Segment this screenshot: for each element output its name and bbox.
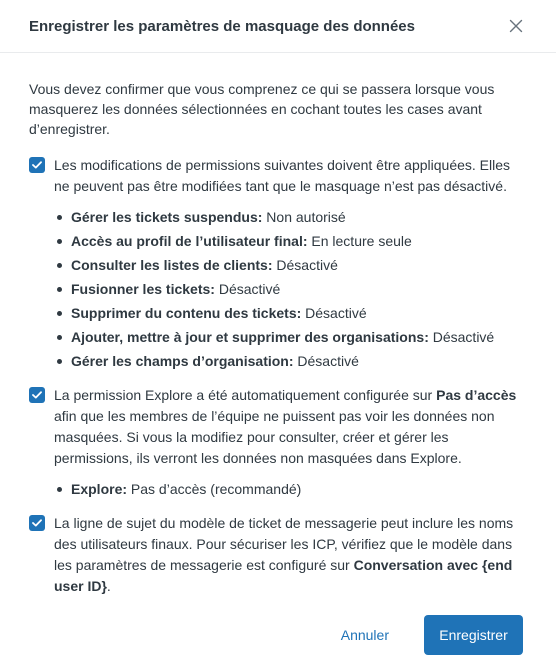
messaging-check-label: La ligne de sujet du modèle de ticket de messagerie peut inclure les noms des utilisateurs finaux. Pour sécuriser les ICP, vérifiez que le modèle dans les paramètres de messagerie est configuré sur Conversation avec {end user ID}. — [54, 515, 514, 594]
save-button[interactable]: Enregistrer — [424, 615, 523, 655]
messaging-section — [29, 513, 527, 597]
dialog-title: Enregistrer les paramètres de masquage des données — [29, 17, 415, 35]
explore-section — [29, 385, 527, 501]
explore-check-row — [29, 385, 527, 469]
list-item: Ajouter, mettre à jour et supprimer des organisations: Désactivé — [55, 325, 527, 349]
list-item: Gérer les tickets suspendus: Non autorisé — [55, 205, 527, 229]
cancel-button[interactable]: Annuler — [340, 627, 389, 643]
permissions-section — [29, 155, 527, 373]
permissions-check-label: Les modifications de permissions suivantes doivent être appliquées. Elles ne peuvent pas être modifiées tant que le masquage n’est pas désactivé. — [54, 157, 511, 194]
messaging-check-row — [29, 513, 527, 597]
checkmark-icon — [32, 161, 42, 169]
explore-check-label: La permission Explore a été automatiquement configurée sur Pas d’accès afin que les membres de l’équipe ne puissent pas voir les données non masquées. Si vous la modifiez pour consulter, créer et gérer les permissions, ils verront les données non masquées dans Explore. — [54, 387, 517, 466]
list-item: Gérer les champs d’organisation: Désactivé — [55, 349, 527, 373]
checkmark-icon — [32, 391, 42, 399]
permissions-list — [29, 205, 527, 373]
messaging-checkbox[interactable] — [29, 515, 45, 531]
dialog-footer — [0, 615, 556, 655]
list-item: Fusionner les tickets: Désactivé — [55, 277, 527, 301]
list-item: Explore: Pas d’accès (recommandé) — [55, 477, 527, 501]
intro-text: Vous devez confirmer que vous comprenez ce qui se passera lorsque vous masquerez les données sélectionnées en cochant toutes les cases avant d’enregistrer. — [29, 81, 495, 137]
explore-list — [29, 477, 527, 501]
explore-checkbox[interactable] — [29, 387, 45, 403]
list-item: Consulter les listes de clients: Désactivé — [55, 253, 527, 277]
list-item: Supprimer du contenu des tickets: Désactivé — [55, 301, 527, 325]
checkmark-icon — [32, 519, 42, 527]
dialog-body — [0, 53, 556, 597]
close-button[interactable] — [502, 12, 530, 40]
list-item: Accès au profil de l’utilisateur final: En lecture seule — [55, 229, 527, 253]
permissions-checkbox[interactable] — [29, 157, 45, 173]
permissions-check-row — [29, 155, 527, 197]
dialog-header — [0, 0, 556, 53]
close-icon — [509, 19, 523, 33]
